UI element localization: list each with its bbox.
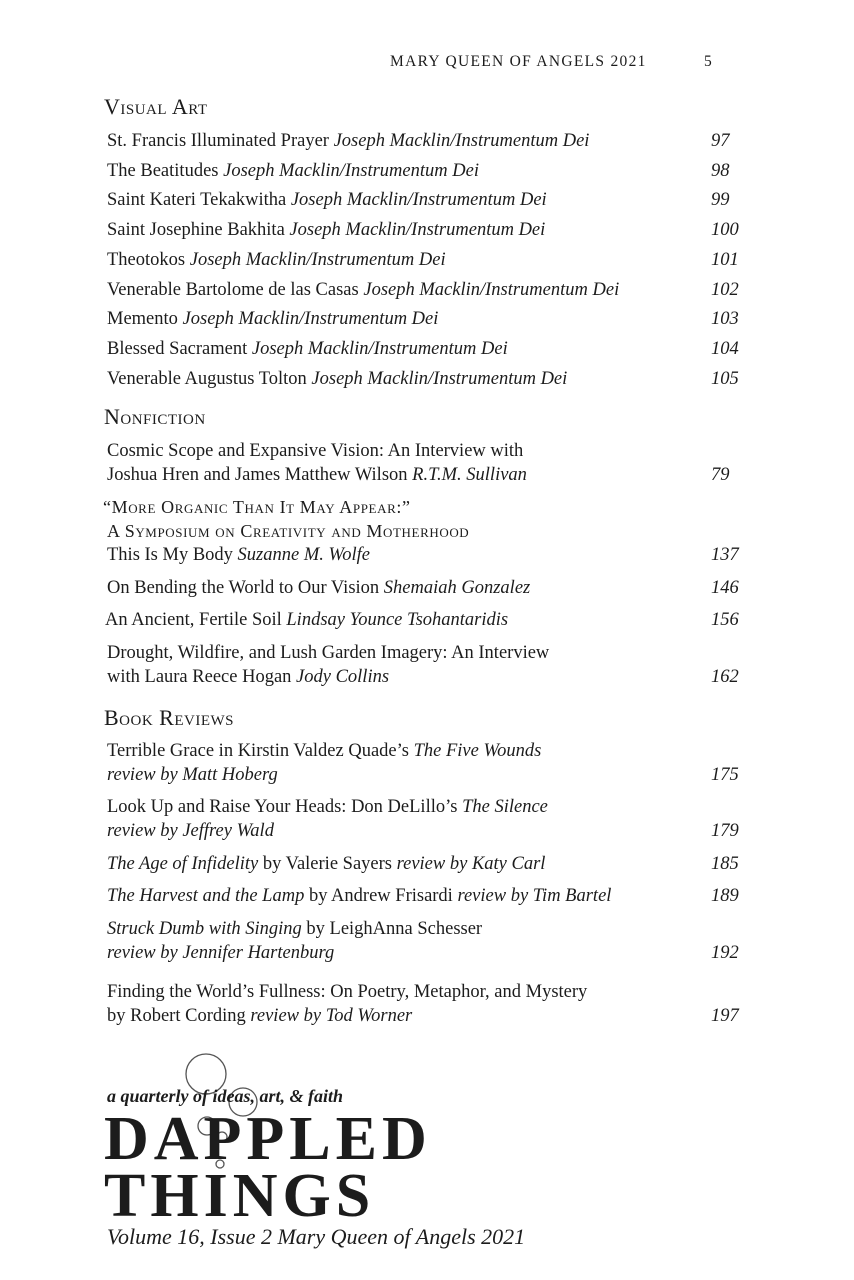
entry-page: 99 (711, 190, 730, 210)
entry-page: 156 (711, 610, 739, 630)
toc-entry[interactable]: Memento Joseph Macklin/Instrumentum Dei (107, 309, 439, 329)
entry-page: 179 (711, 821, 739, 841)
entry-author: Joseph Macklin/Instrumentum Dei (251, 339, 508, 359)
magazine-title-line1: DAPPLED (104, 1105, 432, 1173)
toc-entry[interactable]: Finding the World’s Fullness: On Poetry, Metaphor, and Mystery by Robert Cording review by Tod Worner (107, 982, 588, 1026)
section-title-book-reviews: Book Reviews (104, 705, 234, 730)
entry-author: Lindsay Younce Tsohantaridis (286, 610, 509, 630)
section-title-visual-art: Visual Art (104, 94, 208, 119)
entry-page: 175 (711, 765, 739, 785)
entry-author: Joseph Macklin/Instrumentum Dei (333, 131, 590, 151)
entry-page: 100 (711, 220, 739, 240)
entry-page: 102 (711, 280, 739, 300)
toc-entry[interactable]: The Age of Infidelity by Valerie Sayers review by Katy Carl (107, 854, 546, 874)
book-title: The Harvest and the Lamp (107, 886, 305, 906)
entry-author: Joseph Macklin/Instrumentum Dei (189, 250, 446, 270)
symposium-subheading: A Symposium on Creativity and Motherhood (107, 521, 470, 541)
entry-author: Joseph Macklin/Instrumentum Dei (223, 161, 479, 181)
entry-page: 104 (711, 339, 739, 359)
entry-page: 101 (711, 250, 739, 270)
entry-page: 189 (711, 886, 739, 906)
toc-entry[interactable]: Struck Dumb with Singing by LeighAnna Schesser review by Jennifer Hartenburg (107, 919, 483, 963)
toc-entry[interactable]: Venerable Augustus Tolton Joseph Macklin/Instrumentum Dei (107, 369, 568, 389)
entry-page: 162 (711, 667, 739, 687)
toc-entry[interactable]: An Ancient, Fertile Soil Lindsay Younce Tsohantaridis (105, 610, 509, 630)
running-head: MARY QUEEN OF ANGELS 2021 (390, 53, 647, 70)
entry-reviewer: review by Tim Bartel (457, 886, 612, 906)
toc-entry[interactable]: Terrible Grace in Kirstin Valdez Quade’s The Five Wounds review by Matt Hoberg (107, 741, 542, 785)
entry-page: 97 (711, 131, 730, 151)
book-title: The Five Wounds (413, 741, 542, 761)
book-title: Struck Dumb with Singing (107, 919, 302, 939)
page-number: 5 (704, 53, 712, 70)
entry-page: 103 (711, 309, 739, 329)
entry-author: R.T.M. Sullivan (412, 465, 527, 485)
toc-entry[interactable]: Saint Kateri Tekakwitha Joseph Macklin/Instrumentum Dei (107, 190, 547, 210)
entry-author: Joseph Macklin/Instrumentum Dei (182, 309, 439, 329)
entry-author: Shemaiah Gonzalez (383, 578, 531, 598)
entry-author: Joseph Macklin/Instrumentum Dei (311, 369, 568, 389)
entry-reviewer: review by Jennifer Hartenburg (107, 943, 335, 963)
toc-entry[interactable]: Cosmic Scope and Expansive Vision: An Interview with Joshua Hren and James Matthew Wilson R.T.M. Sullivan (107, 441, 527, 485)
entry-page: 146 (711, 578, 739, 598)
entry-author: Joseph Macklin/Instrumentum Dei (363, 280, 620, 300)
toc-entry[interactable]: St. Francis Illuminated Prayer Joseph Macklin/Instrumentum Dei (107, 131, 590, 151)
book-title: The Age of Infidelity (107, 854, 259, 874)
toc-entry[interactable]: Look Up and Raise Your Heads: Don DeLillo’s The Silence review by Jeffrey Wald (107, 797, 548, 841)
entry-page: 192 (711, 943, 739, 963)
toc-entry[interactable]: The Harvest and the Lamp by Andrew Frisardi review by Tim Bartel (107, 886, 612, 906)
magazine-title-line2: THINGS (104, 1162, 376, 1230)
entry-page: 185 (711, 854, 739, 874)
section-title-nonfiction: Nonfiction (104, 404, 206, 429)
issue-line: Volume 16, Issue 2 Mary Queen of Angels 2021 (107, 1224, 526, 1249)
toc-entry[interactable]: On Bending the World to Our Vision Shemaiah Gonzalez (107, 578, 531, 598)
entry-author: Joseph Macklin/Instrumentum Dei (290, 190, 547, 210)
toc-entry[interactable]: Theotokos Joseph Macklin/Instrumentum Dei (107, 250, 446, 270)
entry-author: Suzanne M. Wolfe (237, 545, 370, 565)
toc-entry[interactable]: Venerable Bartolome de las Casas Joseph Macklin/Instrumentum Dei (107, 280, 620, 300)
entry-page: 105 (711, 369, 739, 389)
entry-page: 79 (711, 465, 730, 485)
entry-reviewer: review by Tod Worner (250, 1006, 413, 1026)
toc-entry[interactable]: The Beatitudes Joseph Macklin/Instrumentum Dei (107, 161, 479, 181)
toc-entry[interactable]: Drought, Wildfire, and Lush Garden Imagery: An Interview with Laura Reece Hogan Jody Collins (107, 643, 550, 687)
entry-page: 98 (711, 161, 730, 181)
entry-reviewer: review by Jeffrey Wald (107, 821, 274, 841)
entry-reviewer: review by Matt Hoberg (107, 765, 278, 785)
entry-page: 197 (711, 1006, 739, 1026)
toc-entry[interactable]: Saint Josephine Bakhita Joseph Macklin/Instrumentum Dei (107, 220, 546, 240)
toc-entry[interactable]: Blessed Sacrament Joseph Macklin/Instrumentum Dei (107, 339, 508, 359)
entry-author: Joseph Macklin/Instrumentum Dei (289, 220, 546, 240)
symposium-heading: “More Organic Than It May Appear:” (103, 497, 411, 517)
toc-entry[interactable]: This Is My Body Suzanne M. Wolfe (107, 545, 370, 565)
magazine-tagline: a quarterly of ideas, art, & faith (107, 1086, 344, 1106)
entry-page: 137 (711, 545, 739, 565)
book-title: The Silence (462, 797, 548, 817)
entry-author: Jody Collins (296, 667, 390, 687)
entry-reviewer: review by Katy Carl (396, 854, 546, 874)
